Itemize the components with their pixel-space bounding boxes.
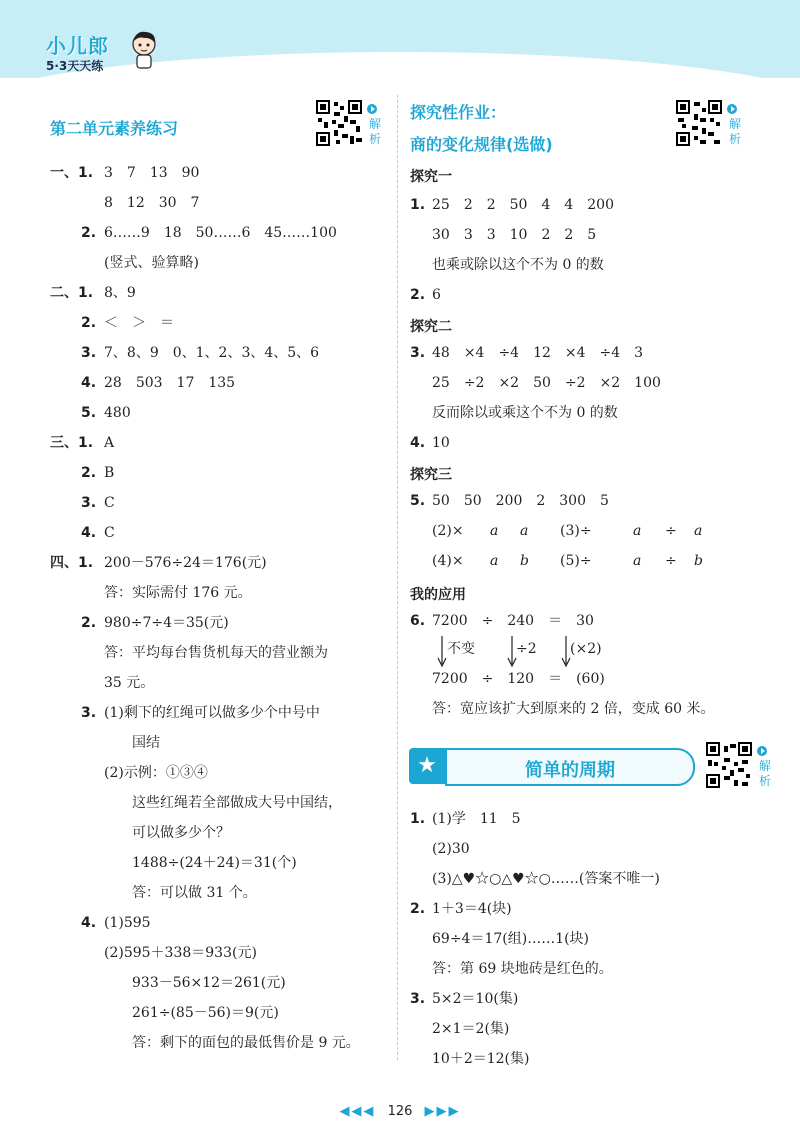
q-label: 4. xyxy=(410,435,426,451)
q-label: 3. xyxy=(81,705,97,721)
operator: ÷ xyxy=(665,553,677,569)
sub-heading: 探究二 xyxy=(410,319,452,335)
answer-line: 7200 ÷ 120 ＝ (60) xyxy=(432,671,605,687)
variable: a xyxy=(490,553,499,569)
answer-line: (5)÷ xyxy=(560,553,592,569)
answer-line: (2)示例：①③④ xyxy=(104,765,208,781)
answer-line: 69÷4＝17(组)……1(块) xyxy=(432,931,590,947)
logo-sub: 5·3天天练 xyxy=(46,59,104,73)
answer-line: A xyxy=(104,435,115,451)
sub-heading: 探究一 xyxy=(410,169,452,185)
qr-code-icon[interactable] xyxy=(676,100,722,146)
variable: b xyxy=(694,553,703,569)
q-label: 4. xyxy=(81,375,97,391)
mascot-icon xyxy=(128,30,160,70)
banner-title: 简单的周期 xyxy=(525,760,615,781)
variable: a xyxy=(520,523,529,539)
q-label: 3. xyxy=(81,345,97,361)
sub-heading: 探究三 xyxy=(410,467,452,483)
answer-line: 25 ÷2 ×2 50 ÷2 ×2 100 xyxy=(432,375,661,391)
answer-line: 6 xyxy=(432,287,441,303)
answer-line: 8、9 xyxy=(104,285,136,301)
q-label: 3. xyxy=(410,991,426,1007)
q-label: 6. xyxy=(410,613,426,629)
answer-line: (3)△♥☆○△♥☆○……(答案不唯一) xyxy=(432,871,660,887)
answer-line: 933－56×12＝261(元) xyxy=(132,975,286,991)
answer-line: (3)÷ xyxy=(560,523,592,539)
answer-line: 480 xyxy=(104,405,131,421)
q-label: 3. xyxy=(410,345,426,361)
q-label: 四、1. xyxy=(50,555,94,571)
left-arrows-icon: ◀◀◀ xyxy=(339,1104,376,1119)
banner-body xyxy=(445,748,695,786)
answer-line: (4)× xyxy=(432,553,464,569)
page-number-text: 126 xyxy=(387,1104,413,1119)
answer-line: (2)30 xyxy=(432,841,470,857)
q-label: 5. xyxy=(81,405,97,421)
qr-code-icon[interactable] xyxy=(316,100,362,146)
answer-line: 10 xyxy=(432,435,450,451)
answer-line: 35 元。 xyxy=(104,675,155,691)
q-label: 1. xyxy=(410,811,426,827)
answer-line: (2)595＋338＝933(元) xyxy=(104,945,257,961)
q-label: 2. xyxy=(81,465,97,481)
answer-line: (竖式、验算略) xyxy=(104,255,199,271)
answer-line: 2×1＝2(集) xyxy=(432,1021,510,1037)
answer-line: 也乘或除以这个不为 0 的数 xyxy=(432,257,604,273)
answer-line: 48 ×4 ÷4 12 ×4 ÷4 3 xyxy=(432,345,644,361)
answer-line: 答：第 69 块地砖是红色的。 xyxy=(432,961,613,977)
answer-line: 25 2 2 50 4 4 200 xyxy=(432,197,614,213)
answer-line: 可以做多少个？ xyxy=(132,825,230,841)
answer-line: 28 503 17 135 xyxy=(104,375,236,391)
qr-label: 解析 xyxy=(369,117,382,146)
answer-line: C xyxy=(104,495,115,511)
answer-line: 980÷7÷4＝35(元) xyxy=(104,615,229,631)
answer-line: (1)595 xyxy=(104,915,151,931)
q-label: 5. xyxy=(410,493,426,509)
answer-line: (1)学 11 5 xyxy=(432,811,521,827)
q-label: 4. xyxy=(81,525,97,541)
answer-line: 5×2＝10(集) xyxy=(432,991,519,1007)
answer-line: 30 3 3 10 2 2 5 xyxy=(432,227,597,243)
variable: a xyxy=(694,523,703,539)
answer-line: 10＋2＝12(集) xyxy=(432,1051,530,1067)
q-label: 2. xyxy=(410,287,426,303)
right-section-title: 探究性作业： xyxy=(410,103,507,122)
answer-line: 3 7 13 90 xyxy=(104,165,200,181)
q-label: 2. xyxy=(81,615,97,631)
q-label: 一、1. xyxy=(50,165,94,181)
q-label: 2. xyxy=(81,225,97,241)
answer-line: 50 50 200 2 300 5 xyxy=(432,493,609,509)
answer-line: 261÷(85－56)＝9(元) xyxy=(132,1005,279,1021)
sub-heading: 我的应用 xyxy=(410,587,466,603)
answer-line: C xyxy=(104,525,115,541)
answer-line: 国结 xyxy=(132,735,160,751)
variable: b xyxy=(520,553,529,569)
arrow-note: 不变 xyxy=(447,641,475,657)
qr-label: 解析 xyxy=(729,117,742,146)
page-number xyxy=(0,1104,800,1119)
answer-line: 答：宽应该扩大到原来的 2 倍，变成 60 米。 xyxy=(432,701,715,717)
answer-line: (1)剩下的红绳可以做多少个中号中 xyxy=(104,705,320,721)
right-arrows-icon: ▶▶▶ xyxy=(424,1104,461,1119)
answer-line: 1＋3＝4(块) xyxy=(432,901,512,917)
q-label: 2. xyxy=(410,901,426,917)
q-label: 4. xyxy=(81,915,97,931)
answer-line: 这些红绳若全部做成大号中国结， xyxy=(132,795,342,811)
star-icon: ★ xyxy=(409,748,445,784)
variable: a xyxy=(490,523,499,539)
logo xyxy=(46,30,109,74)
play-icon xyxy=(757,746,767,756)
answer-line: ＜ ＞ ＝ xyxy=(104,315,174,331)
logo-main: 小儿郎 xyxy=(46,34,109,58)
answer-line: 1488÷(24＋24)＝31(个) xyxy=(132,855,297,871)
arrow-note: ÷2 xyxy=(516,641,537,657)
play-icon xyxy=(367,104,377,114)
q-label: 3. xyxy=(81,495,97,511)
section-banner xyxy=(409,748,695,786)
answer-line: 7200 ÷ 240 ＝ 30 xyxy=(432,613,594,629)
left-section-title: 第二单元素养练习 xyxy=(50,119,179,138)
answer-line: 200－576÷24＝176(元) xyxy=(104,555,267,571)
right-section-subtitle: 商的变化规律(选做) xyxy=(410,135,553,154)
answer-line: 反而除以或乘这个不为 0 的数 xyxy=(432,405,618,421)
q-label: 三、1. xyxy=(50,435,94,451)
variable: a xyxy=(633,553,642,569)
q-label: 2. xyxy=(81,315,97,331)
answer-line: 答：平均每台售货机每天的营业额为 xyxy=(104,645,328,661)
q-label: 1. xyxy=(410,197,426,213)
answer-line: B xyxy=(104,465,115,481)
answer-line: 答：实际需付 176 元。 xyxy=(104,585,252,601)
variable: a xyxy=(633,523,642,539)
play-icon xyxy=(727,104,737,114)
operator: ÷ xyxy=(665,523,677,539)
answer-line: 8 12 30 7 xyxy=(104,195,200,211)
qr-code-icon[interactable] xyxy=(706,742,752,788)
column-divider xyxy=(397,95,398,1060)
answer-line: 7、8、9 0、1、2、3、4、5、6 xyxy=(104,345,320,361)
q-label: 二、1. xyxy=(50,285,94,301)
qr-label: 解析 xyxy=(759,759,772,788)
answer-line: 答：可以做 31 个。 xyxy=(132,885,257,901)
answer-line: 答：剩下的面包的最低售价是 9 元。 xyxy=(132,1035,360,1051)
answer-line: (2)× xyxy=(432,523,464,539)
answer-line: 6……9 18 50……6 45……100 xyxy=(104,225,337,241)
arrow-note: (×2) xyxy=(570,641,602,657)
